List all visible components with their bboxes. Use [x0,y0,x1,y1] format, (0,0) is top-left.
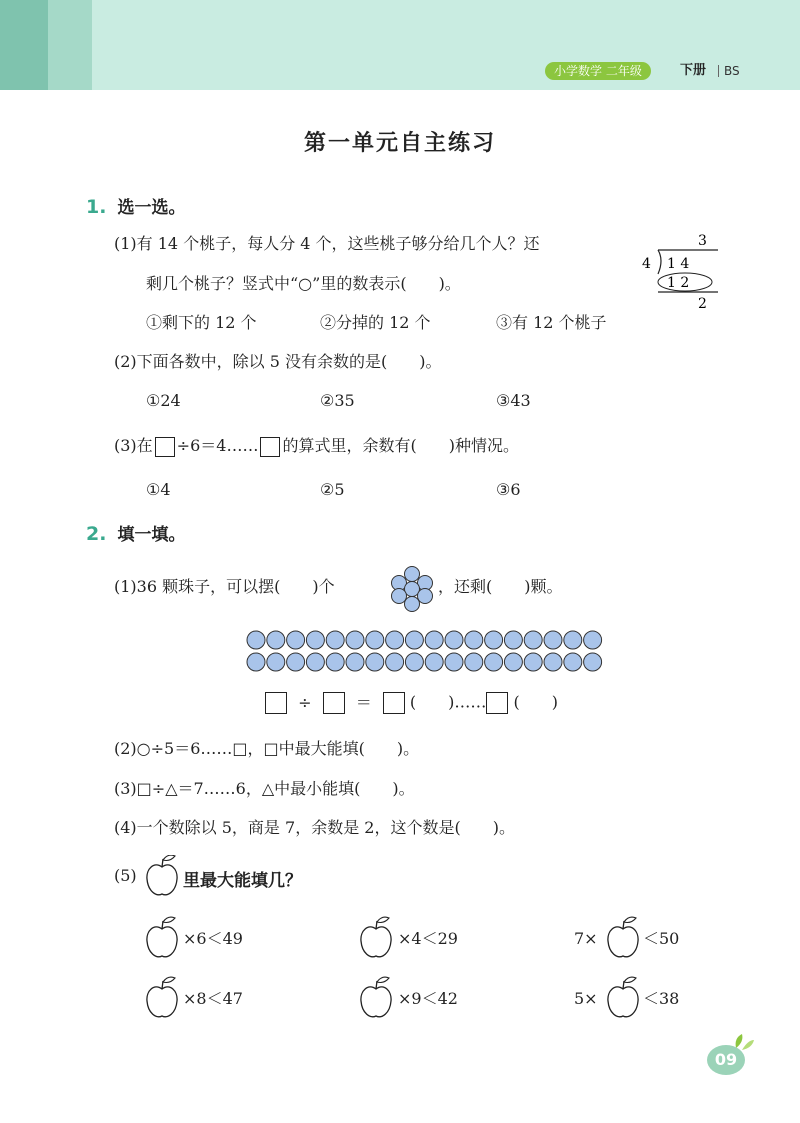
division-quotient: 3 [698,233,707,249]
question-2-5 [114,866,137,886]
bead [504,631,522,649]
bead [425,653,443,671]
answer-box[interactable] [486,692,508,714]
bead [564,653,582,671]
section-number: 2. [86,523,107,545]
volume-label: 下册 [680,63,707,78]
bead [326,631,344,649]
bead-flower-icon [386,563,438,615]
apple-expression: ＜38 [643,989,680,1008]
bead [504,653,522,671]
apple-expression: ＜50 [643,929,680,948]
bead [287,653,305,671]
edition-label: BS [724,64,740,78]
long-division-figure [640,230,730,314]
question-prefix: (5) [114,866,137,885]
answer-box[interactable] [155,437,175,457]
bead [405,631,423,649]
division-bracket [658,250,661,274]
section-1-heading [86,193,186,218]
bead [445,631,463,649]
option-1-1-a[interactable]: ①剩下的 12 个 [146,313,257,332]
bead [267,653,285,671]
answer-box[interactable] [323,692,345,714]
page-title: 第一单元自主练习 [303,131,496,156]
bead [247,631,265,649]
header-stripe [0,0,48,90]
apple-expression: ×9＜42 [398,989,458,1008]
question-2-3: (3)□÷△＝7……6，△中最小能填( )。 [114,779,415,798]
option-1-2-c[interactable]: ③43 [496,391,531,410]
bead [247,653,265,671]
bead [267,631,285,649]
apple-icon[interactable] [144,915,180,959]
apple-expression: ×4＜29 [398,929,458,948]
option-1-3-b[interactable]: ②5 [320,480,345,499]
division-equation [265,692,558,714]
bead [485,631,503,649]
option-1-2-a[interactable]: ①24 [146,391,181,410]
bead [346,653,364,671]
page-number: 09 [707,1045,745,1075]
ellipsis: …… [454,692,487,712]
division-divisor: 4 [642,256,651,272]
bead [366,631,384,649]
question-1-1-line2: 剩几个桃子？竖式中“○”里的数表示( )。 [146,274,461,293]
bead [524,631,542,649]
question-2-2: (2)○÷5＝6……□，□中最大能填( )。 [114,739,420,758]
bead [306,631,324,649]
bead [306,653,324,671]
answer-box[interactable] [260,437,280,457]
equals-sign: ＝ [355,692,372,712]
beads-illustration [245,629,615,675]
apple-icon[interactable] [144,975,180,1019]
answer-box[interactable] [383,692,405,714]
question-middle: ÷6＝4…… [176,436,259,455]
answer-paren[interactable]: ( ) [409,692,455,712]
question-prefix: (3)在 [114,436,153,455]
bead [584,653,602,671]
bead [544,653,562,671]
option-1-3-c[interactable]: ③6 [496,480,521,499]
question-1-2: (2)下面各数中，除以 5 没有余数的是( )。 [114,352,442,371]
option-1-3-a[interactable]: ①4 [146,480,171,499]
section-title: 选一选。 [117,198,186,218]
section-number: 1. [86,196,107,218]
division-dividend: 1 4 [667,256,690,272]
division-remainder: 2 [698,296,707,312]
apple-expression-prefix: 7× [574,929,598,948]
apple-icon[interactable] [605,975,641,1019]
section-title: 填一填。 [117,525,186,545]
apple-icon[interactable] [358,975,394,1019]
question-2-1-part1: (1)36 颗珠子，可以摆( )个 [114,577,335,596]
bead [584,631,602,649]
apple-expression-prefix: 5× [574,989,598,1008]
question-1-1-line1: (1)有 14 个桃子，每人分 4 个，这些桃子够分给几个人？还 [114,234,540,253]
apple-icon[interactable] [358,915,394,959]
division-product: 1 2 [667,275,690,291]
option-1-2-b[interactable]: ②35 [320,391,355,410]
bead [465,653,483,671]
bead [465,631,483,649]
apple-expression: ×8＜47 [183,989,243,1008]
bead [386,653,404,671]
bead [386,631,404,649]
bead [445,653,463,671]
question-1-3 [114,436,519,457]
bead [346,631,364,649]
bead [485,653,503,671]
bead [524,653,542,671]
apple-icon[interactable] [605,915,641,959]
bead [405,653,423,671]
header-divider [718,65,719,77]
bead [425,631,443,649]
bead [366,653,384,671]
option-1-1-b[interactable]: ②分掉的 12 个 [320,313,431,332]
apple-icon [144,855,180,897]
question-2-1-part2: ，还剩( )颗。 [438,577,563,596]
question-2-4: (4)一个数除以 5，商是 7，余数是 2，这个数是( )。 [114,818,515,837]
header-stripe [48,0,92,90]
divide-sign: ÷ [298,692,312,712]
option-1-1-c[interactable]: ③有 12 个桃子 [496,313,607,332]
bead [326,653,344,671]
apple-expression: ×6＜49 [183,929,243,948]
question-2-5-text: 里最大能填几？ [183,871,302,891]
bead [544,631,562,649]
section-2-heading [86,520,186,545]
answer-paren[interactable]: ( ) [513,692,558,712]
bead [564,631,582,649]
question-suffix: 的算式里，余数有( )种情况。 [282,436,519,455]
bead [287,631,305,649]
subject-badge: 小学数学 二年级 [545,62,651,80]
answer-box[interactable] [265,692,287,714]
